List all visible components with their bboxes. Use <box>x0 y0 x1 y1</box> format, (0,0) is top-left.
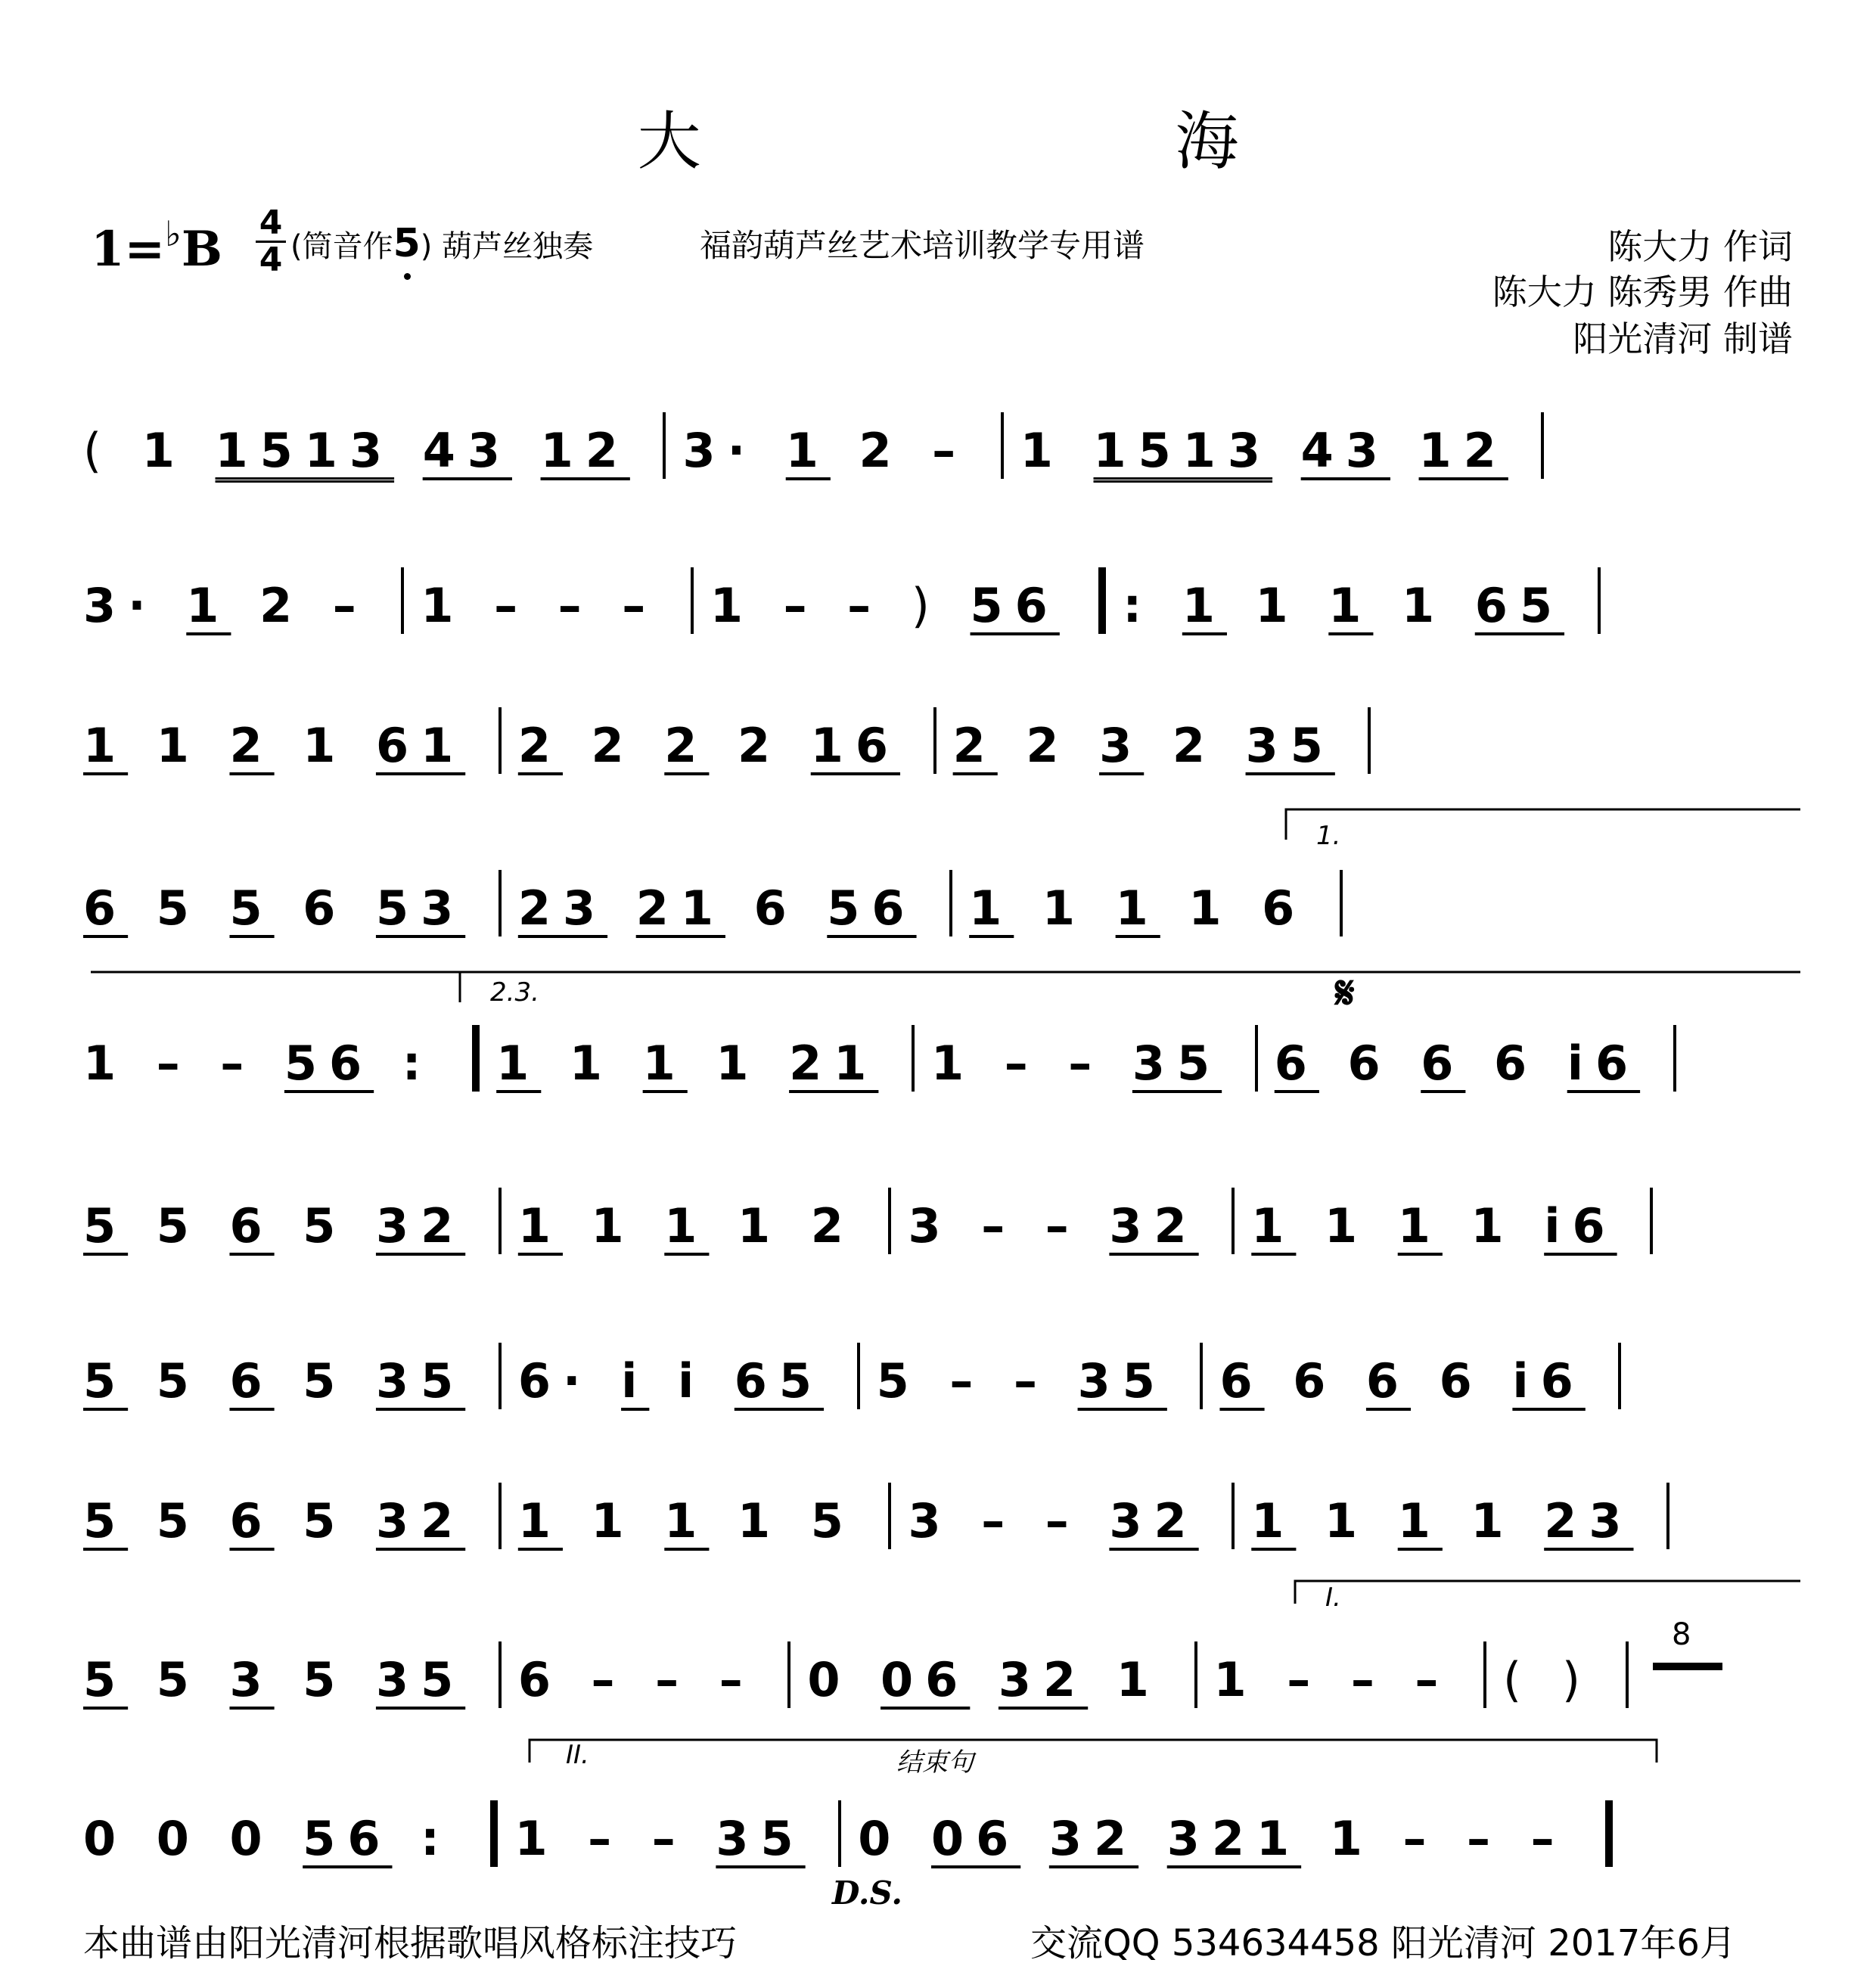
notes: : <box>421 1811 452 1866</box>
ending-I-bracket <box>1295 1581 1800 1604</box>
notes: 5 <box>156 881 230 936</box>
beamed-notes: 1 <box>496 1036 542 1091</box>
beamed-notes: 23 <box>1544 1493 1634 1548</box>
beamed-notes: 1 <box>664 1198 710 1253</box>
beamed-notes: 6 <box>229 1493 275 1548</box>
notes: 1 2 <box>738 1198 856 1253</box>
notes: 5 <box>303 1198 376 1253</box>
flat-sign: ♭ <box>165 213 182 254</box>
beamed-notes: 6 <box>83 881 129 936</box>
notes: 5 <box>156 1652 230 1707</box>
beamed-notes: 1 <box>785 423 831 478</box>
notes: 1 – – <box>710 578 884 633</box>
beamed-notes: i <box>621 1353 650 1409</box>
beamed-notes: 1 <box>83 718 129 773</box>
beamed-notes: 56 <box>284 1036 374 1091</box>
ending-1-tail <box>91 972 460 1002</box>
beamed-notes: 1 <box>186 578 231 633</box>
beamed-notes: 1 <box>1397 1493 1443 1548</box>
notes: 5 <box>156 1198 230 1253</box>
notes: 3· <box>83 578 187 633</box>
segno-sign: 𝄋 <box>1335 967 1355 1020</box>
notes: 1 <box>569 1036 643 1091</box>
notes: 3 – – <box>908 1198 1110 1253</box>
ending-I-label: I. <box>1325 1582 1341 1613</box>
sixteenth-notes: 1513 <box>215 423 395 478</box>
beamed-notes: 2 <box>952 718 998 773</box>
beamed-notes: 1 <box>664 1493 710 1548</box>
beamed-notes: 1 <box>1251 1198 1297 1253</box>
notes: 6 <box>1439 1353 1513 1409</box>
beamed-notes: 35 <box>1245 718 1335 773</box>
beamed-notes: 35 <box>375 1353 466 1409</box>
notes: 6 <box>1293 1353 1366 1409</box>
beamed-notes: 21 <box>635 881 725 936</box>
notes: 5 <box>156 1493 230 1548</box>
notes: : <box>1123 578 1182 633</box>
notes: 1 <box>591 1493 665 1548</box>
beamed-notes: 35 <box>716 1811 806 1866</box>
beamed-notes: 32 <box>375 1493 466 1548</box>
school-label: 福韵葫芦丝艺术培训教学专用谱 <box>700 227 1145 264</box>
notes: 6 <box>303 881 376 936</box>
notes: 3· <box>682 423 786 478</box>
notes: 1 <box>1116 1652 1161 1707</box>
notes: 1 <box>591 1198 665 1253</box>
beamed-notes: 6 <box>1421 1036 1466 1091</box>
notes: 6 – – – <box>517 1652 755 1707</box>
beamed-notes: 3 <box>1099 718 1145 773</box>
ending-1-label: 1. <box>1316 821 1341 851</box>
notes: 3 – – <box>908 1493 1110 1548</box>
meter-top: 4 <box>259 203 283 242</box>
beamed-notes: 5 <box>83 1493 129 1548</box>
beamed-notes: 2 <box>229 718 275 773</box>
beamed-notes: 1 <box>1328 578 1374 633</box>
beamed-notes: 16 <box>810 718 901 773</box>
beamed-notes: 32 <box>1109 1198 1199 1253</box>
beamed-notes: 12 <box>540 423 630 478</box>
notes: 5 – – <box>876 1353 1078 1409</box>
lyricist-credit: 陈大力 作词 <box>1607 226 1793 267</box>
beamed-notes: 21 <box>789 1036 879 1091</box>
footer-contact: 交流QQ 534634458 阳光清河 2017年6月 <box>1030 1922 1736 1964</box>
tube-after: ) 葫芦丝独奏 <box>420 229 594 264</box>
intro-paren: ( <box>1503 1652 1534 1707</box>
beamed-notes: 06 <box>881 1652 971 1707</box>
rest-count: 8 <box>1672 1617 1691 1652</box>
notes: 5 <box>303 1353 376 1409</box>
notes: 2 <box>738 718 811 773</box>
tube-before: (筒音作 <box>290 229 393 264</box>
notes: 6 <box>753 881 828 936</box>
beamed-notes: 56 <box>970 578 1060 633</box>
notes: 6 <box>1347 1036 1421 1091</box>
notes: 1 – – <box>514 1811 716 1866</box>
beamed-notes: 6 <box>229 1198 275 1253</box>
beamed-notes: 1 <box>1115 881 1160 936</box>
beamed-notes: 2 <box>517 718 563 773</box>
beamed-notes: 56 <box>827 881 917 936</box>
ending-II-label: II. <box>566 1740 589 1770</box>
tube-note: 5 <box>393 221 421 266</box>
beamed-notes: 65 <box>1474 578 1565 633</box>
beamed-notes: 5 <box>83 1652 129 1707</box>
notes: 2 <box>1026 718 1100 773</box>
notes: 1 <box>141 423 187 478</box>
ending-II-bracket <box>530 1740 1657 1763</box>
notes: 1 <box>303 718 376 773</box>
beamed-notes: 53 <box>375 881 466 936</box>
beamed-notes: 5 <box>83 1353 129 1409</box>
ending-1-bracket <box>1286 809 1800 840</box>
notes: 5 <box>303 1652 376 1707</box>
notes: 1 6 <box>1188 881 1307 936</box>
notes: 1 – – – <box>1329 1811 1567 1866</box>
beamed-notes: 1 <box>517 1198 563 1253</box>
notes: 1 <box>716 1036 790 1091</box>
notes: 1 <box>1402 578 1475 633</box>
notes: 2 <box>591 718 665 773</box>
notes: 0 0 0 <box>83 1811 303 1866</box>
beamed-notes: 32 <box>998 1652 1089 1707</box>
beamed-notes: 32 <box>1048 1811 1139 1866</box>
beamed-notes: 1 <box>969 881 1014 936</box>
notes: i <box>677 1353 735 1409</box>
beamed-notes: 43 <box>422 423 512 478</box>
multi-rest-bar <box>1653 1663 1722 1670</box>
footer-note: 本曲谱由阳光清河根据歌唱风格标注技巧 <box>83 1922 738 1964</box>
beamed-notes: 6 <box>229 1353 275 1409</box>
beamed-notes: 5 <box>229 881 275 936</box>
meter-bottom: 4 <box>259 241 283 279</box>
beamed-notes: i6 <box>1512 1353 1586 1409</box>
notes: 1 – – – <box>1213 1652 1451 1707</box>
beamed-notes: i6 <box>1567 1036 1641 1091</box>
beamed-notes: i6 <box>1544 1198 1617 1253</box>
beamed-notes: 1 <box>642 1036 688 1091</box>
beamed-notes: 12 <box>1418 423 1508 478</box>
ds-mark: D.S. <box>832 1874 903 1912</box>
intro-paren: ) <box>911 578 942 633</box>
beamed-notes: 61 <box>375 718 466 773</box>
beamed-notes: 56 <box>303 1811 393 1866</box>
key-letter: B <box>181 221 222 278</box>
intro-paren: ) <box>1561 1652 1593 1707</box>
notes: 2 – <box>859 423 968 478</box>
notes: 1 <box>1471 1198 1545 1253</box>
notes: 6· <box>517 1353 622 1409</box>
sixteenth-notes: 1513 <box>1093 423 1273 478</box>
beamed-notes: 1 <box>1251 1493 1297 1548</box>
notes: 1 <box>1471 1493 1545 1548</box>
notes: 1 – – <box>83 1036 284 1091</box>
ending-23-label: 2.3. <box>490 977 539 1008</box>
notes: 1 <box>1020 423 1065 478</box>
notes: 1 – – <box>930 1036 1132 1091</box>
notes: 1 <box>1325 1493 1398 1548</box>
beamed-notes: 321 <box>1166 1811 1302 1866</box>
notes: 5 <box>156 1353 230 1409</box>
composer-credit: 陈大力 陈秀男 作曲 <box>1492 272 1793 312</box>
notes: 1 <box>156 718 230 773</box>
beamed-notes: 32 <box>1109 1493 1199 1548</box>
beamed-notes: 1 <box>1182 578 1227 633</box>
notes: 1 <box>1325 1198 1398 1253</box>
notes: 2 <box>1172 718 1246 773</box>
notes: 1 – – – <box>421 578 658 633</box>
beamed-notes: 6 <box>1274 1036 1319 1091</box>
beamed-notes: 65 <box>734 1353 825 1409</box>
notes: 5 <box>303 1493 376 1548</box>
coda-label: 结束句 <box>896 1747 974 1778</box>
key-prefix: 1= <box>91 221 166 278</box>
notes: 2 – <box>259 578 368 633</box>
beamed-notes: 6 <box>1365 1353 1412 1409</box>
beamed-notes: 3 <box>229 1652 275 1707</box>
arranger-credit: 阳光清河 制谱 <box>1573 318 1793 359</box>
beamed-notes: 23 <box>517 881 608 936</box>
notes: 1 <box>1255 578 1329 633</box>
beamed-notes: 43 <box>1300 423 1390 478</box>
notes: : <box>402 1036 433 1091</box>
beamed-notes: 2 <box>664 718 710 773</box>
beamed-notes: 32 <box>375 1198 466 1253</box>
notes: 1 <box>1042 881 1116 936</box>
beamed-notes: 35 <box>1132 1036 1222 1091</box>
beamed-notes: 6 <box>1219 1353 1265 1409</box>
beamed-notes: 06 <box>930 1811 1021 1866</box>
intro-paren: ( <box>83 423 114 478</box>
beamed-notes: 35 <box>375 1652 466 1707</box>
notes: 0 <box>807 1652 881 1707</box>
notes: 0 <box>858 1811 931 1866</box>
notes: 6 <box>1493 1036 1567 1091</box>
beamed-notes: 5 <box>83 1198 129 1253</box>
beamed-notes: 35 <box>1077 1353 1167 1409</box>
beamed-notes: 1 <box>517 1493 563 1548</box>
score-title: 大 海 <box>637 104 1466 179</box>
beamed-notes: 1 <box>1397 1198 1443 1253</box>
notes: 1 5 <box>738 1493 856 1548</box>
